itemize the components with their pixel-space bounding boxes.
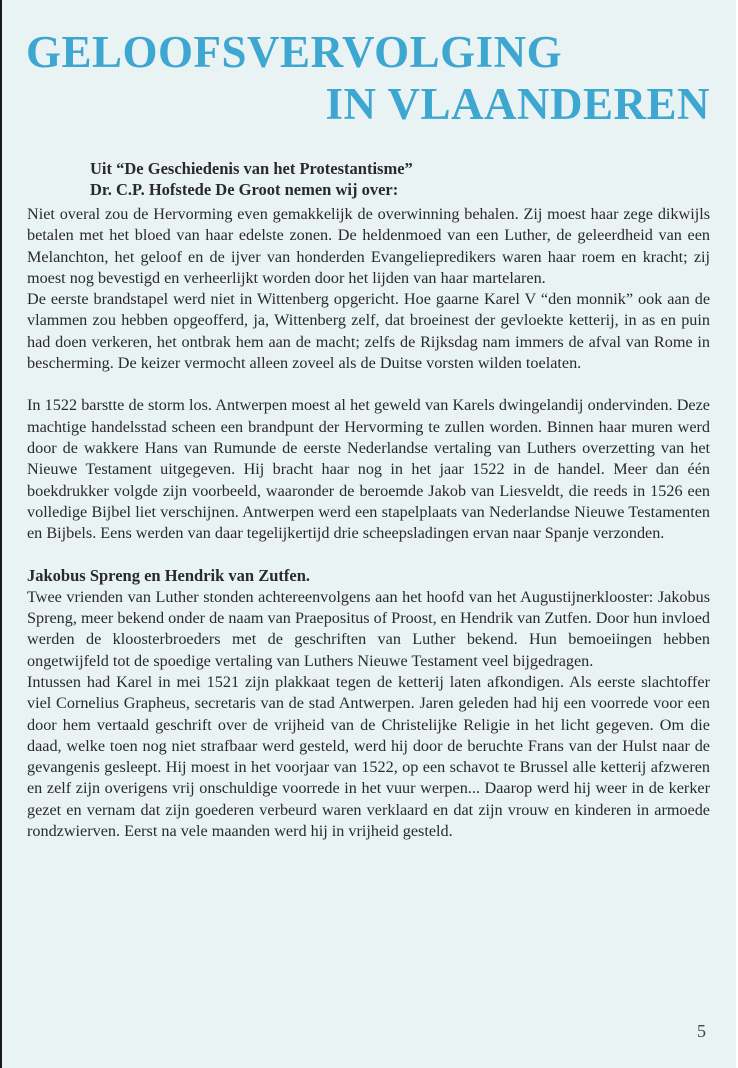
paragraph-2: De eerste brandstapel werd niet in Wittenberg opgericht. Hoe gaarne Karel V “den monnik” ook aan de vlammen zou hebben opgeofferd, ja, Wittenberg zelf, dat broeinest der gevloekte ketterij, in as en puin had doen verkeren, het ontbrak hem aan de macht; zelfs de Rijksdag nam immers de afval van Rome in bescherming. De keizer vermocht alleen zoveel als de Duitse vorsten wilden toelaten.: [27, 290, 710, 373]
paragraph-3: In 1522 barstte de storm los. Antwerpen moest al het geweld van Karels dwingelandij ondervinden. Deze machtige handelsstad scheen een brandpunt der Hervorming te zullen worden. Binnen haar muren werd door de wakkere Hans van Rumunde de eerste Nederlandse vertaling van Luthers overzetting van het Nieuwe Testament uitgegeven. Hij bracht haar nog in het jaar 1522 in de handel. Meer dan één boekdrukker volgde zijn voorbeeld, waaronder de beroemde Jakob van Liesveldt, die reeds in 1526 een volledige Bijbel liet verschijnen. Antwerpen werd een stapelplaats van Nederlandse Nieuwe Testamenten en Bijbels. Eens werden van daar tegelijkertijd drie scheepsladingen ervan naar Spanje verzonden.: [27, 396, 710, 543]
paragraph-5: Intussen had Karel in mei 1521 zijn plakkaat tegen de ketterij laten afkondigen. Als eerste slachtoffer viel Cornelius Grapheus, secretaris van de stad Antwerpen. Jaren geleden had hij een voorrede voor een door hem vertaald geschrift over de vrijheid van de Christelijke Religie in het licht gegeven. Om die daad, welke toen nog niet strafbaar werd gesteld, werd hij door de beruchte Frans van der Hulst naar de gevangenis gesleept. Hij moest in het voorjaar van 1522, op een schavot te Brussel alle ketterij afzweren en zelf zijn overigens vrij onschuldige voorrede in het vuur werpen... Daarop werd hij weer in de kerker gezet en vernam dat zijn goederen verbeurd waren verklaard en dat zijn vrouw en kinderen in armoede rondzwierven. Eerst na vele maanden werd hij in vrijheid gesteld.: [27, 672, 710, 841]
source-line-2: Dr. C.P. Hofstede De Groot nemen wij over:: [90, 180, 399, 199]
title-line-1: GELOOFSVERVOLGING: [26, 27, 563, 77]
paragraph-4: Twee vrienden van Luther stonden achtereenvolgens aan het hoofd van het Augustijnerklooster: Jakobus Spreng, meer bekend onder de naam van Praepositus of Proost, en Hendrik van Zutfen. Door hun invloed werden de kloosterbroeders met de geschriften van Luther bekend. Hun bemoeiingen hebben ongetwijfeld tot de spoedige vertaling van Luthers Nieuwe Testament veel bijgedragen.: [27, 587, 710, 670]
source-line-1: Uit “De Geschiedenis van het Protestantisme”: [90, 159, 413, 178]
page-number: 5: [697, 1021, 706, 1041]
title-line-2: IN VLAANDEREN: [325, 79, 710, 129]
title-block: [2, 0, 736, 130]
article-body: [27, 204, 710, 842]
source-attribution: [90, 158, 736, 200]
paragraph-1: Niet overal zou de Hervorming even gemakkelijk de overwinning behalen. Zij moest haar zege dikwijls betalen met het bloed van haar edelste zonen. De heldenmoed van een Luther, de geleerdheid van een Melanchton, het geloof en de ijver van honderden Evangeliepredikers waren haar roem en kracht; zij moest nog bevestigd en verheerlijkt worden door het lijden van haar martelaren.: [27, 205, 710, 287]
section-heading: Jakobus Spreng en Hendrik van Zutfen.: [27, 566, 311, 586]
